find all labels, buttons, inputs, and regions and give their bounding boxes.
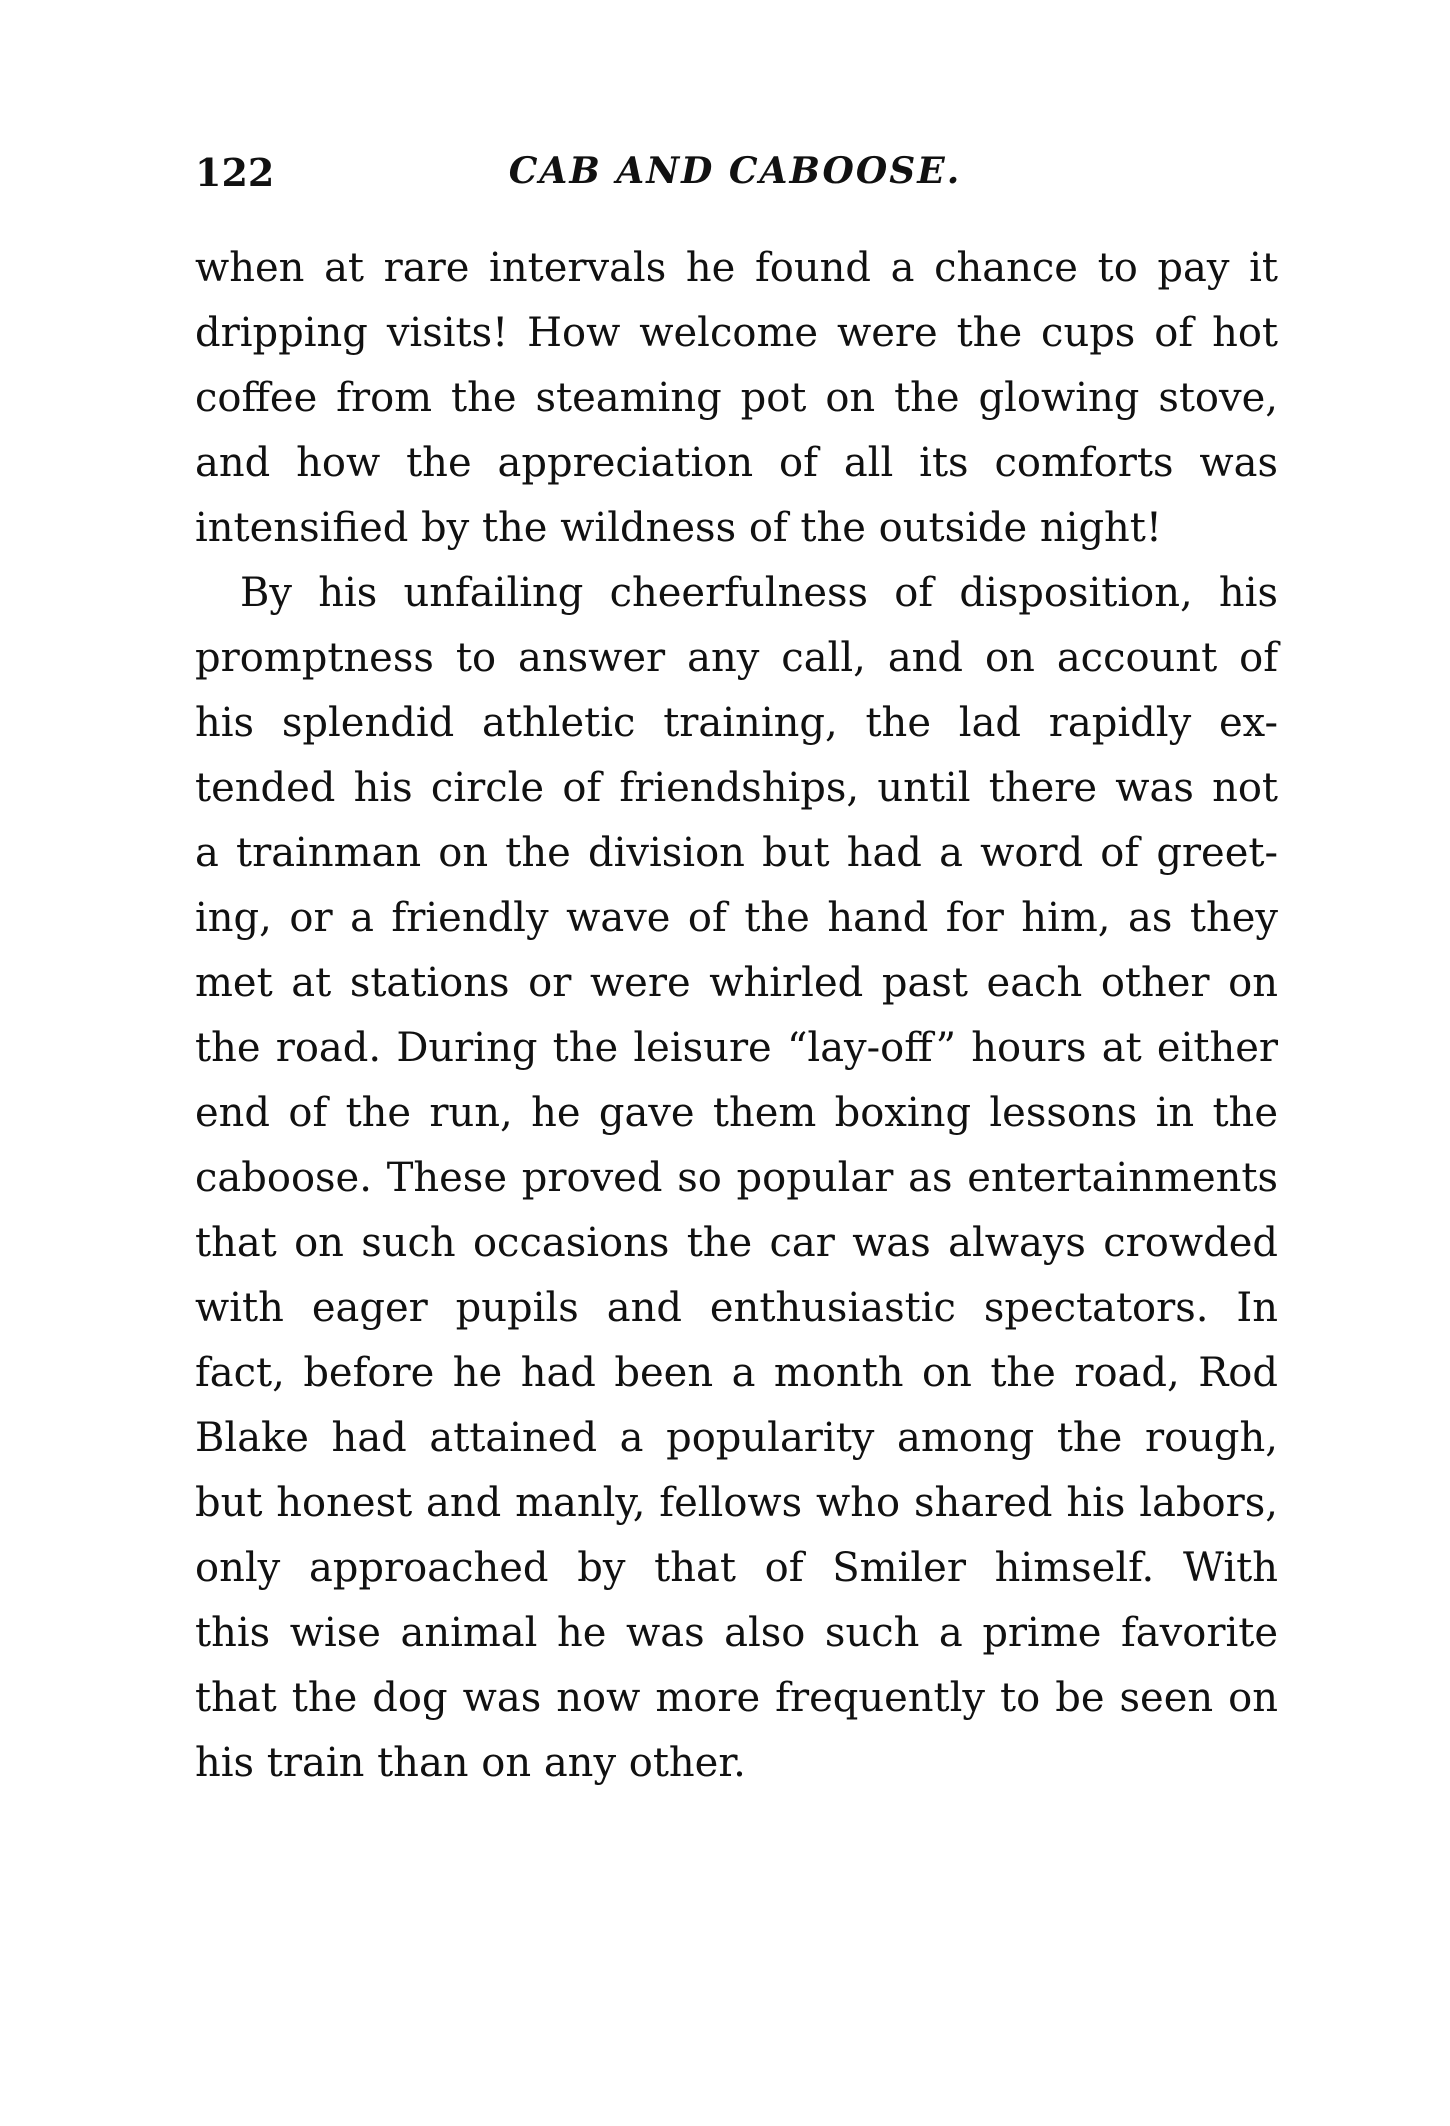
text-line: that the dog was now more frequently to be seen on: [195, 1675, 1278, 1721]
text-line: only approached by that of Smiler himself. With: [195, 1545, 1278, 1591]
text-line: a trainman on the division but had a word of greet-: [195, 830, 1278, 876]
page-number: 122: [195, 150, 275, 195]
text-line: but honest and manly, fellows who shared his labors,: [195, 1480, 1278, 1526]
text-line: this wise animal he was also such a prime favorite: [195, 1610, 1278, 1656]
text-line: intensified by the wildness of the outside night!: [195, 505, 1162, 551]
text-line: tended his circle of friendships, until there was not: [195, 765, 1278, 811]
text-line: met at stations or were whirled past each other on: [195, 960, 1278, 1006]
running-title: CAB AND CABOOSE.: [508, 150, 962, 192]
text-line: his splendid athletic training, the lad rapidly ex-: [195, 700, 1278, 746]
text-line: coffee from the steaming pot on the glowing stove,: [195, 375, 1278, 421]
text-line: the road. During the leisure “lay-off” hours at either: [195, 1025, 1278, 1071]
body-text: [195, 236, 1278, 1796]
text-line: dripping visits! How welcome were the cups of hot: [195, 310, 1278, 356]
text-line: his train than on any other.: [195, 1740, 746, 1786]
text-line: By his unfailing cheerfulness of disposition, his: [240, 570, 1278, 616]
text-line: Blake had attained a popularity among the rough,: [195, 1415, 1278, 1461]
text-line: promptness to answer any call, and on account of: [195, 635, 1278, 681]
text-line: and how the appreciation of all its comforts was: [195, 440, 1278, 486]
text-line: when at rare intervals he found a chance to pay it: [195, 245, 1278, 291]
text-line: that on such occasions the car was always crowded: [195, 1220, 1278, 1266]
text-line: with eager pupils and enthusiastic spectators. In: [195, 1285, 1278, 1331]
text-line: end of the run, he gave them boxing lessons in the: [195, 1090, 1278, 1136]
text-line: fact, before he had been a month on the road, Rod: [195, 1350, 1278, 1396]
text-line: ing, or a friendly wave of the hand for him, as they: [195, 895, 1278, 941]
text-line: caboose. These proved so popular as entertainments: [195, 1155, 1278, 1201]
